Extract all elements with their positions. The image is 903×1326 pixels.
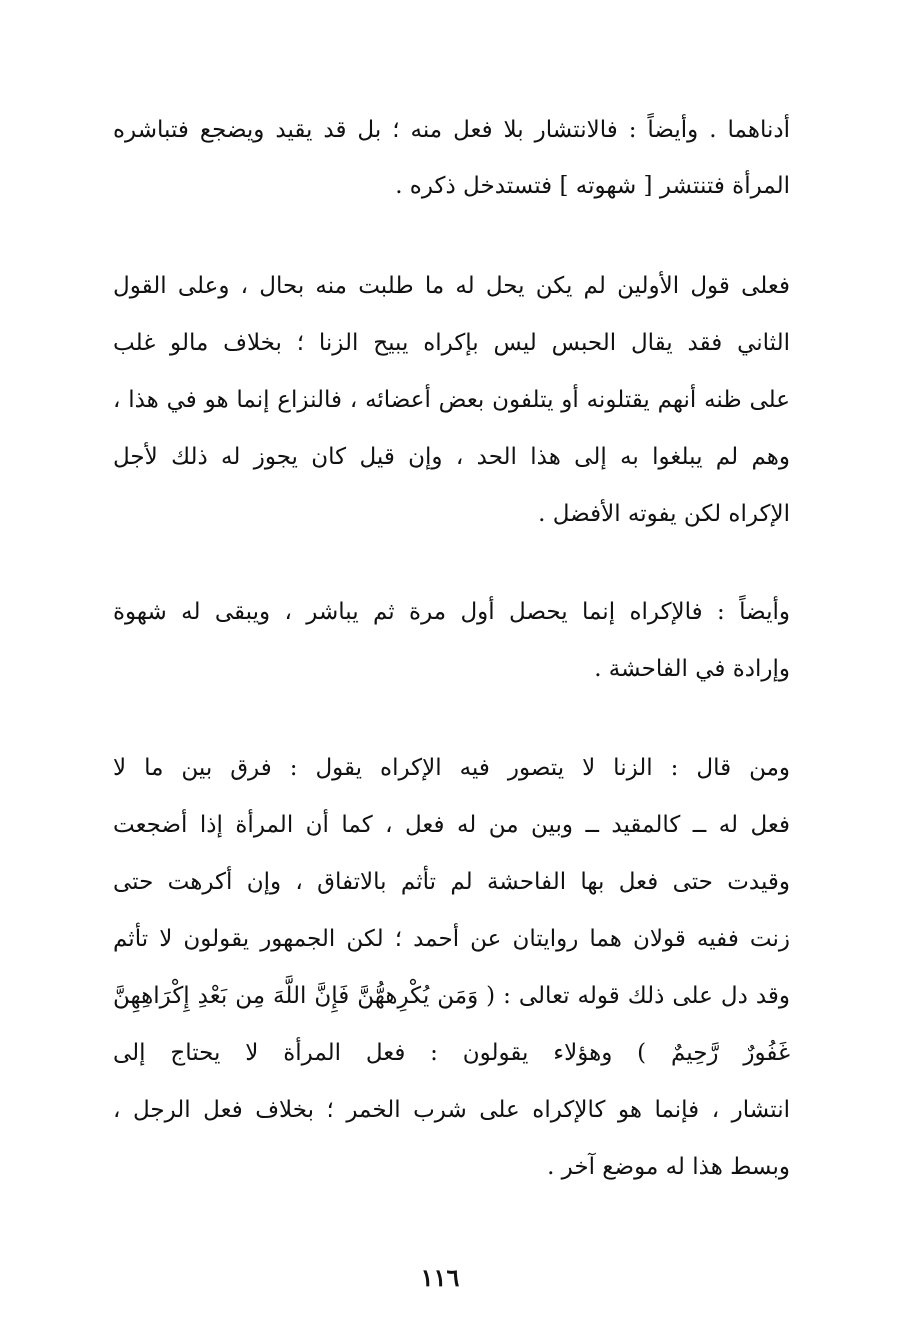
paragraph-4-line-7: انتشار ، فإنما هو كالإكراه على شرب الخمر ؛ بخلاف فعل الرجل ، <box>113 1097 790 1123</box>
paragraph-2-line-5: الإكراه لكن يفوته الأفضل . <box>538 501 790 527</box>
paragraph-4-line-1: ومن قال : الزنا لا يتصور فيه الإكراه يقول : فرق بين ما لا <box>113 755 790 781</box>
paragraph-4-line-3: وقيدت حتى فعل بها الفاحشة لم تأثم بالاتفاق ، وإن أكرهت حتى <box>113 869 790 895</box>
page-number: ١١٦ <box>420 1263 460 1292</box>
paragraph-3-line-1: وأيضاً : فالإكراه إنما يحصل أول مرة ثم يباشر ، ويبقى له شهوة <box>113 599 790 625</box>
paragraph-4-line-6: غَفُورٌ رَّحِيمٌ ) وهؤلاء يقولون : فعل المرأة لا يحتاج إلى <box>113 1040 790 1066</box>
paragraph-2-line-1: فعلى قول الأولين لم يكن يحل له ما طلبت منه بحال ، وعلى القول <box>113 273 790 299</box>
paragraph-4-line-2: فعل له ــ كالمقيد ــ وبين من له فعل ، كما أن المرأة إذا أضجعت <box>113 812 790 838</box>
paragraph-3-line-2: وإرادة في الفاحشة . <box>594 656 790 682</box>
paragraph-2-line-3: على ظنه أنهم يقتلونه أو يتلفون بعض أعضائه ، فالنزاع إنما هو في هذا ، <box>113 387 790 413</box>
paragraph-1-line-2: المرأة فتنتشر [ شهوته ] فتستدخل ذكره . <box>395 173 790 199</box>
paragraph-4-line-5: وقد دل على ذلك قوله تعالى : ( وَمَن يُكْرِههُّنَّ فَإِنَّ اللَّهَ مِن بَعْدِ إِكْرَاهِهِنَّ <box>113 983 790 1009</box>
paragraph-2-line-2: الثاني فقد يقال الحبس ليس بإكراه يبيح الزنا ؛ بخلاف مالو غلب <box>113 330 790 356</box>
paragraph-4-line-8: وبسط هذا له موضع آخر . <box>547 1154 790 1180</box>
paragraph-2-line-4: وهم لم يبلغوا به إلى هذا الحد ، وإن قيل كان يجوز له ذلك لأجل <box>113 444 790 470</box>
paragraph-1-line-1: أدناهما . وأيضاً : فالانتشار بلا فعل منه ؛ بل قد يقيد ويضجع فتباشره <box>113 117 790 143</box>
paragraph-4-line-4: زنت ففيه قولان هما روايتان عن أحمد ؛ لكن الجمهور يقولون لا تأثم <box>113 926 790 952</box>
